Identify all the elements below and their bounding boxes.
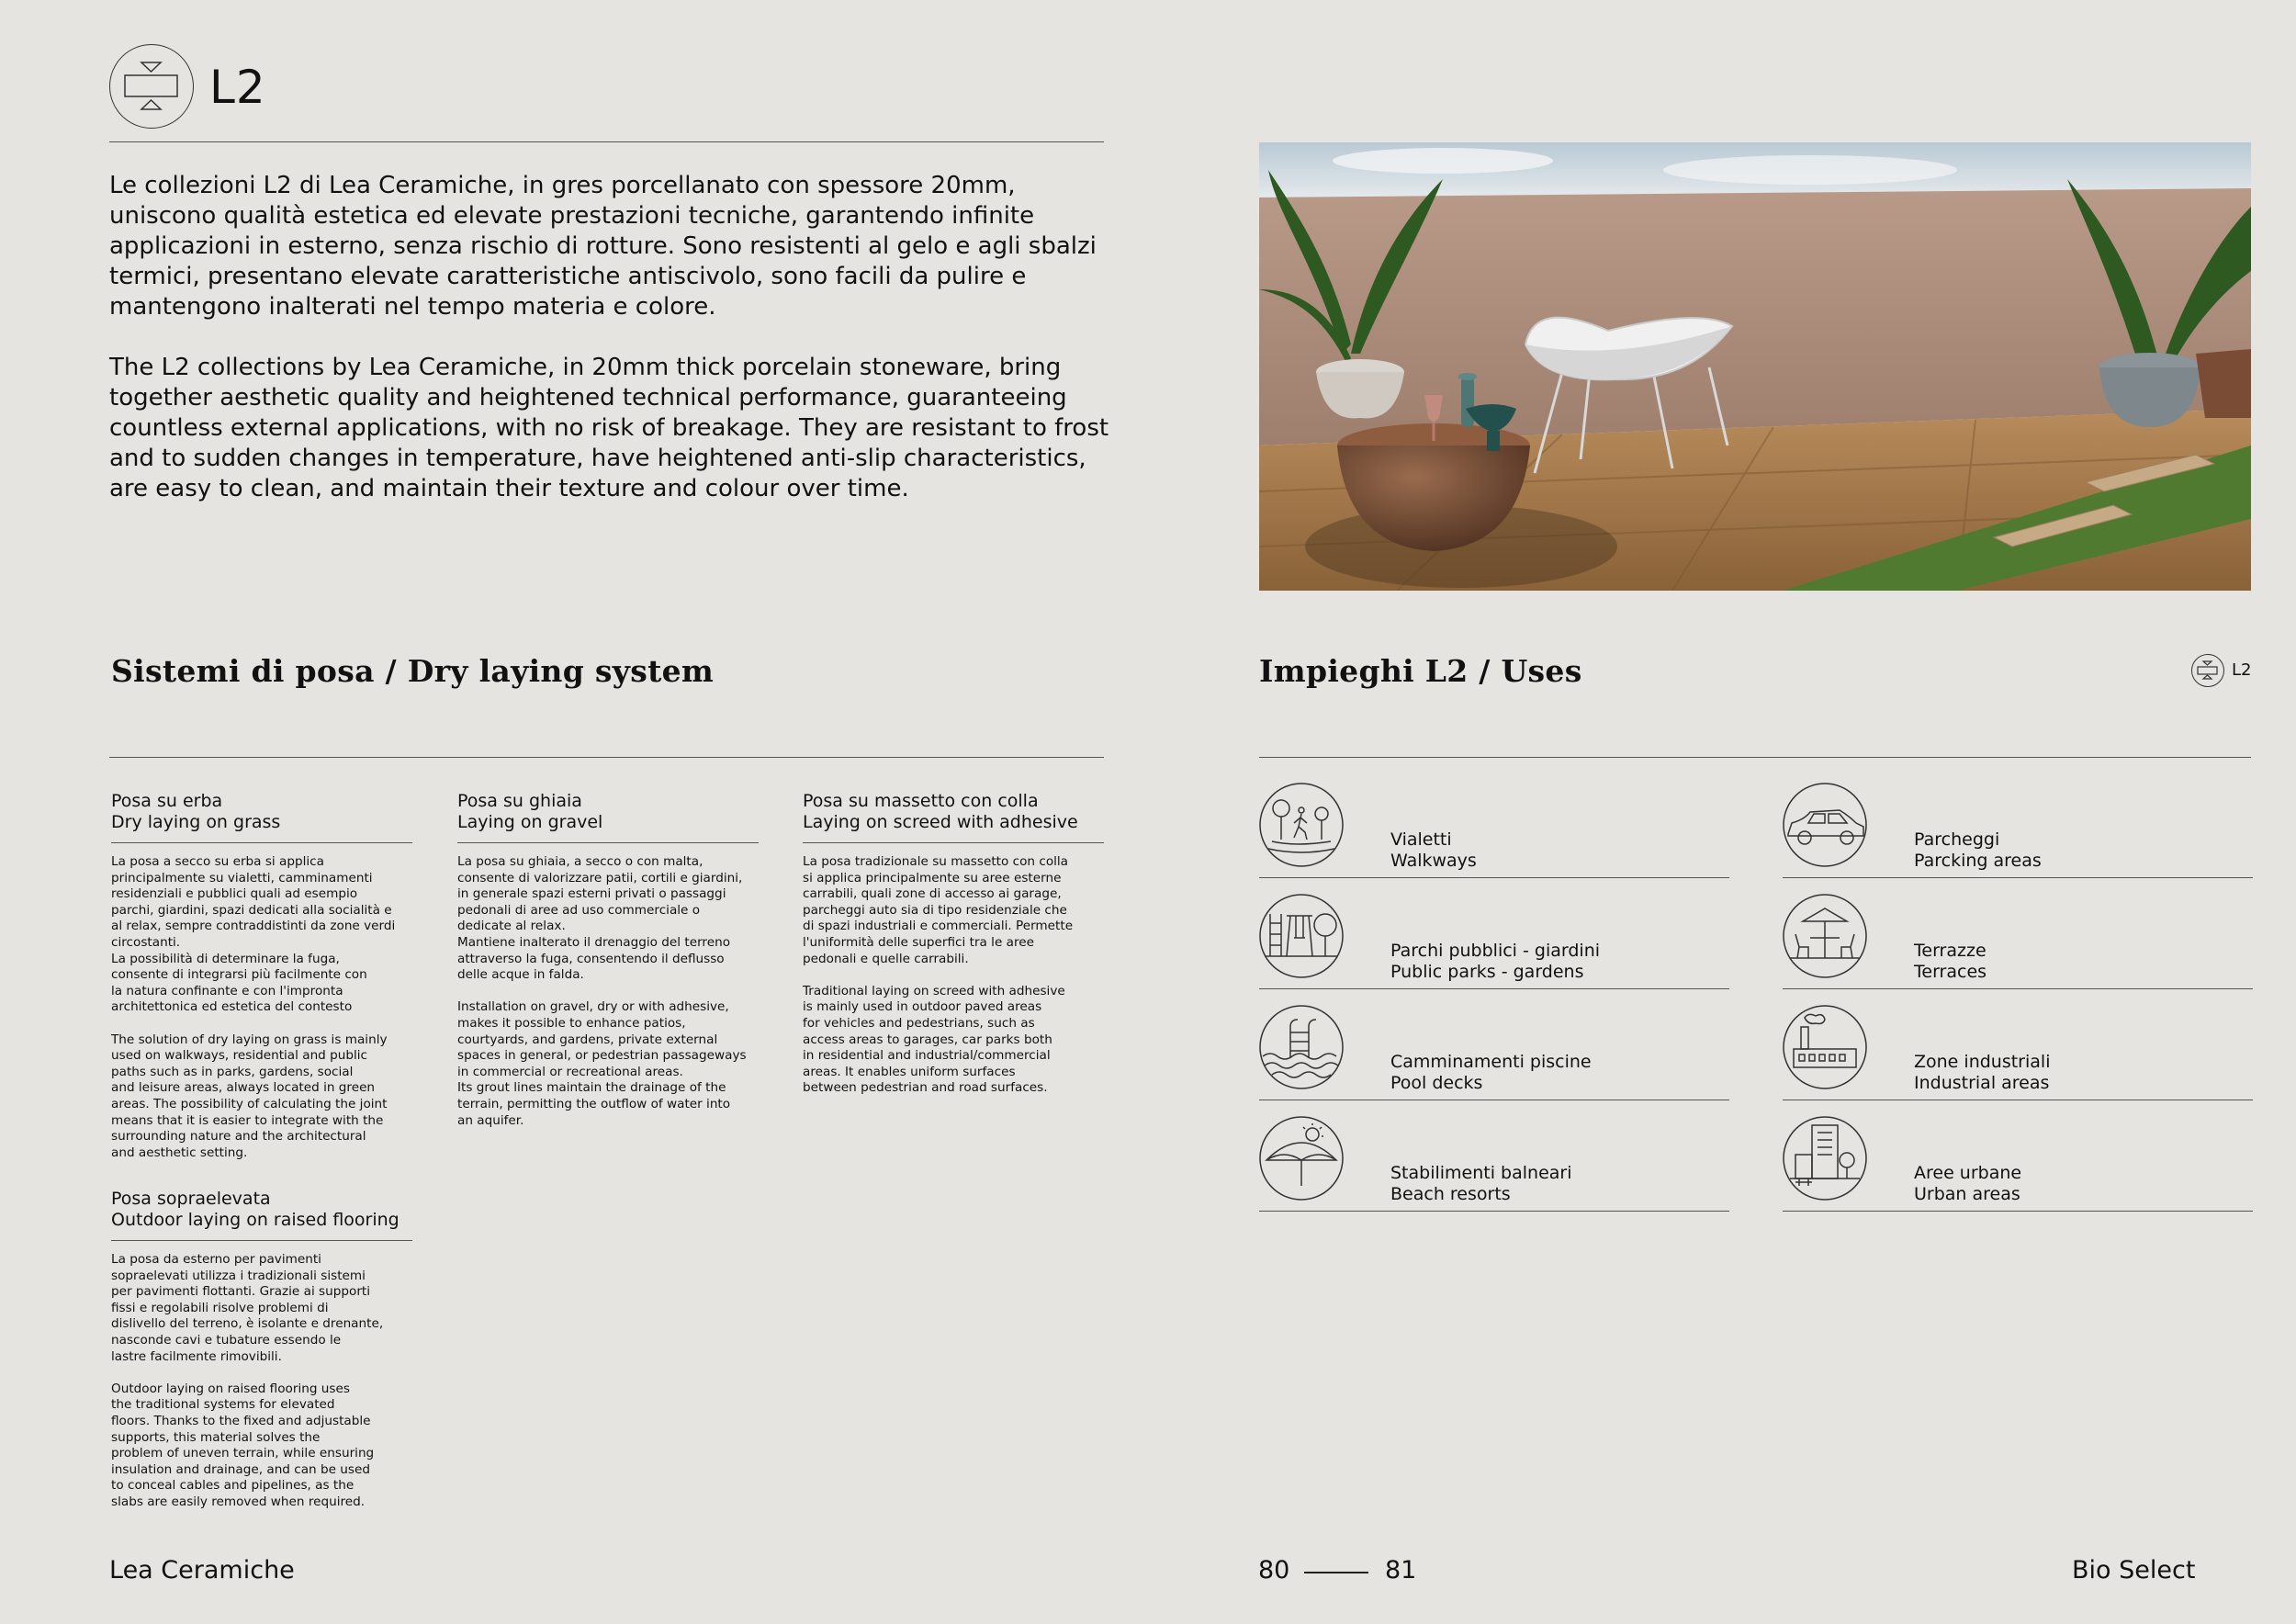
use-parking-en: Parcking areas [1914, 851, 2042, 871]
use-urban-en: Urban areas [1914, 1184, 2020, 1204]
page-number-right: 81 [1385, 1556, 1417, 1585]
page-title: L2 [209, 61, 266, 114]
use-urban-it: Aree urbane [1914, 1163, 2022, 1183]
intro-english: The L2 collections by Lea Ceramiche, in 20mm thick porcelain stoneware, bring together aesthetic quality and heightened technical performance, guaranteeing countless external applications, with no risk of breakage. They are resistant to frost and to sudden changes in temperature, have heightened anti-slip characteristics, are easy to clean, and maintain their texture and colour over time. [109, 354, 1109, 502]
laying-gravel-divider [457, 842, 759, 843]
factory-icon [1783, 1005, 1867, 1089]
use-urban [1783, 1116, 2253, 1226]
laying-divider [109, 757, 1104, 758]
beach-umbrella-icon [1259, 1116, 1344, 1201]
use-terraces-it: Terrazze [1914, 941, 1986, 961]
use-parking [1783, 783, 2253, 893]
laying-grass-column [111, 791, 412, 1161]
use-parks-it: Parchi pubblici - giardini [1390, 941, 1601, 961]
l2-badge-label: L2 [2232, 660, 2252, 680]
use-walkways [1259, 783, 1729, 893]
intro-text [109, 171, 1120, 504]
laying-raised-title-it: Posa sopraelevata [111, 1189, 271, 1209]
laying-grass-text: La posa a secco su erba si applica principalmente su vialetti, camminamenti residenziali e pubblici quali ad esempio parchi, giardini, spazi dedicati alla socialità e al relax, sempre contraddistinti da zone verdi circostanti. La possibilità di determinare la fuga, consente di integrarsi più facilmente con la natura confinante e con l'impronta architettonica ed estetica del contesto The solution of dry laying on grass is mainly used on walkways, residential and public paths such as in parks, gardens, social and leisure areas, always located in green areas. The possibility of calculating the joint means that it is easier to integrate with the surrounding nature and the architectural and aesthetic setting. [111, 854, 396, 1160]
use-parking-it: Parcheggi [1914, 829, 2000, 850]
laying-grass-title-it: Posa su erba [111, 791, 223, 811]
page-number-left: 80 [1258, 1556, 1290, 1585]
laying-screed-title-it: Posa su massetto con colla [803, 791, 1039, 811]
laying-gravel-text: La posa su ghiaia, a secco o con malta, consente di valorizzare patii, cortili e giardini, in generale spazi esterni privati o passaggi pedonali di aree ad uso commerciale o dedicate al relax. Mantiene inalterato il drenaggio del terreno attraverso la fuga, consentendo il deflusso delle acque in falda. Installation on gravel, dry or with adhesive, makes it possible to enhance patios, courtyards, and gardens, private external spaces in general, or pedestrian passageways in commercial or recreational areas. Its grout lines maintain the drainage of the terrain, permitting the outflow of water into an aquifer. [457, 854, 747, 1128]
terrace-photo [1259, 142, 2251, 591]
playground-icon [1259, 894, 1344, 978]
use-walkways-it: Vialetti [1390, 829, 1452, 850]
laying-gravel-title-en: Laying on gravel [457, 812, 603, 832]
use-walkways-en: Walkways [1390, 851, 1477, 871]
use-pool-en: Pool decks [1390, 1073, 1483, 1093]
uses-section-title: Impieghi L2 / Uses [1259, 653, 1582, 689]
laying-section-title: Sistemi di posa / Dry laying system [111, 653, 715, 689]
footer-collection: Bio Select [2072, 1556, 2196, 1585]
intro-italian: Le collezioni L2 di Lea Ceramiche, in gres porcellanato con spessore 20mm, uniscono qualità estetica ed elevate prestazioni tecniche, garantendo infinite applicazioni in esterno, senza rischio di rotture. Sono resistenti al gelo e agli sbalzi termici, presentano elevate caratteristiche antiscivolo, sono facili da pulire e mantengono inalterati nel tempo materia e colore. [109, 172, 1097, 321]
laying-gravel-title-it: Posa su ghiaia [457, 791, 582, 811]
page-number-separator [1304, 1572, 1368, 1573]
pool-ladder-icon [1259, 1005, 1344, 1089]
use-parks-en: Public parks - gardens [1390, 962, 1584, 982]
header-divider [109, 141, 1104, 142]
laying-gravel-column [457, 791, 759, 1129]
footer-brand: Lea Ceramiche [109, 1556, 295, 1585]
car-icon [1783, 783, 1867, 867]
laying-screed-divider [803, 842, 1104, 843]
use-pool [1259, 1005, 1729, 1115]
walkway-icon [1259, 783, 1344, 867]
use-industrial [1783, 1005, 2253, 1115]
use-industrial-it: Zone industriali [1914, 1052, 2051, 1072]
use-beach [1259, 1116, 1729, 1226]
laying-raised-divider [111, 1240, 412, 1241]
uses-divider [1259, 757, 2251, 758]
laying-grass-title-en: Dry laying on grass [111, 812, 281, 832]
laying-raised-title-en: Outdoor laying on raised flooring [111, 1210, 400, 1230]
use-beach-it: Stabilimenti balneari [1390, 1163, 1572, 1183]
l2-badge-icon [2191, 654, 2224, 687]
use-terraces [1783, 894, 2253, 1004]
use-terraces-en: Terraces [1914, 962, 1987, 982]
laying-screed-text: La posa tradizionale su massetto con colla si applica principalmente su aree esterne carrabili, quali zone di accesso ai garage, parcheggi auto sia di tipo residenziale che di spazi industriali e commerciali. Permette l'uniformità delle superfici tra le aree pedonali e quelle carrabili. Traditional laying on screed with adhesive is mainly used in outdoor paved areas for vehicles and pedestrians, such as access areas to garages, car parks both in residential and industrial/commercial areas. It enables uniform surfaces between pedestrian and road surfaces. [803, 854, 1074, 1096]
laying-screed-column [803, 791, 1104, 1097]
city-buildings-icon [1783, 1116, 1867, 1201]
use-parks [1259, 894, 1729, 1004]
use-industrial-en: Industrial areas [1914, 1073, 2050, 1093]
l2-logo-icon [109, 44, 194, 129]
use-pool-it: Camminamenti piscine [1390, 1052, 1592, 1072]
terrace-table-icon [1783, 894, 1867, 978]
laying-grass-divider [111, 842, 412, 843]
laying-raised-text: La posa da esterno per pavimenti sopraelevati utilizza i tradizionali sistemi per pavimenti flottanti. Grazie ai supporti fissi e regolabili risolve problemi di dislivello del terreno, è isolante e drenante, nasconde cavi e tubature essendo le lastre facilmente rimovibili. Outdoor laying on raised flooring uses the traditional systems for elevated floors. Thanks to the fixed and adjustable supports, this material solves the problem of uneven terrain, while ensuring insulation and drainage, and can be used to conceal cables and pipelines, as the slabs are easily removed when required. [111, 1252, 384, 1509]
use-beach-en: Beach resorts [1390, 1184, 1511, 1204]
laying-screed-title-en: Laying on screed with adhesive [803, 812, 1078, 832]
laying-raised-column [111, 1189, 412, 1511]
